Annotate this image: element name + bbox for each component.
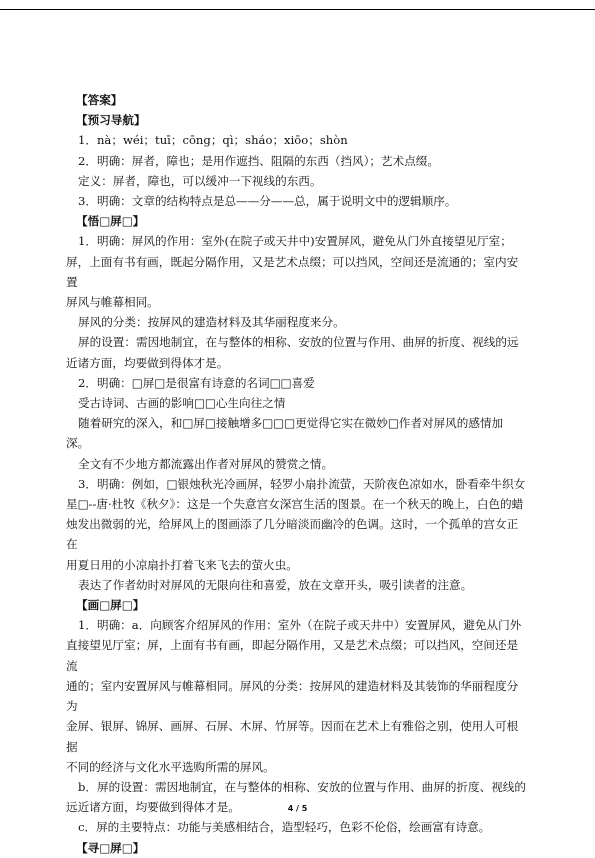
text-line: 不同的经济与文化水平选购所需的屏风。 <box>66 759 275 774</box>
text-line: 屏，上面有书有画，既起分隔作用，又是艺术点缀；可以挡风，空间还是流通的；室内安置 <box>66 254 519 289</box>
answer-content <box>66 90 526 858</box>
section-heading: 【预习导航】 <box>76 113 146 128</box>
text-line: 定义：屏者，障也，可以缓冲一下视线的东西。 <box>78 173 322 188</box>
text-line: 屏风的分类：按屏风的建造材料及其华丽程度来分。 <box>78 315 345 330</box>
text-line: 表达了作者幼时对屏风的无限向往和喜爱，放在文章开头，吸引读者的注意。 <box>78 577 473 592</box>
text-line: 3．明确：例如，□银烛秋光冷画屏，轻罗小扇扑流萤，天阶夜色凉如水，卧看牵牛织女 <box>78 476 526 491</box>
text-line: 受古诗词、古画的影响□□心生向往之情 <box>78 396 286 411</box>
text-line: 1．nà；wéi；tuī；cōng；qì；sháo；xiōo；shòn <box>78 133 348 148</box>
text-line: 屏风与帷幕相同。 <box>66 295 159 310</box>
text-line: 2．明确：□屏□是很富有诗意的名词□□喜爱 <box>78 375 315 390</box>
section-heading: 【画□屏□】 <box>76 598 145 613</box>
text-line: 直接望见厅室；屏，上面有书有画，即起分隔作用，又是艺术点缀；可以挡风，空间还是流 <box>66 638 519 673</box>
text-line: 3．明确：文章的结构特点是总——分——总，属于说明文中的逻辑顺序。 <box>78 194 457 209</box>
text-line: 全文有不少地方都流露出作者对屏风的赞赏之情。 <box>78 456 334 471</box>
text-line: 通的；室内安置屏风与帷幕相同。屏风的分类：按屏风的建造材料及其装饰的华丽程度分为 <box>66 678 519 714</box>
section-heading: 【悟□屏□】 <box>76 214 145 229</box>
text-line: c．屏的主要特点：功能与美感相结合，造型轻巧，色彩不伦俗，绘画富有诗意。 <box>78 820 491 835</box>
text-line: 星□--唐·杜牧《秋夕》：这是一个失意宫女深宫生活的图景。在一个秋天的晚上，白色的蜡 <box>66 497 524 512</box>
text-line: 近诸方面，均要做到得体才是。 <box>66 355 229 370</box>
header-rule <box>0 9 595 10</box>
text-line: 金屏、银屏、锦屏、画屏、石屏、木屏、竹屏等。因而在艺术上有雅俗之别，使用人可根据 <box>66 719 519 754</box>
page-number: 4 / 5 <box>287 804 308 813</box>
section-heading: 【答案】 <box>76 93 123 107</box>
text-line: 屏的设置：需因地制宜，在与整体的相称、安放的位置与作用、曲屏的折度、视线的远 <box>78 335 519 350</box>
text-line: 远近诸方面，均要做到得体才是。 <box>66 800 240 815</box>
text-line: b．屏的设置：需因地制宜，在与整体的相称、安放的位置与作用、曲屏的折度、视线的 <box>78 779 526 794</box>
text-line: 1．明确：屏风的作用：室外(在院子或天井中)安置屏风，避免从门外直接望见厅室； <box>78 234 512 249</box>
section-heading: 【寻□屏□】 <box>76 840 145 855</box>
text-line: 1．明确：a．向顾客介绍屏风的作用：室外（在院子或天井中）安置屏风，避免从门外 <box>78 618 522 633</box>
text-line: 用夏日用的小凉扇扑打着飞来飞去的萤火虫。 <box>66 557 298 572</box>
text-line: 烛发出微弱的光，给屏风上的图画添了几分暗淡而幽冷的色调。这时，一个孤单的宫女正在 <box>66 517 519 552</box>
text-line: 2．明确：屏者，障也；是用作遮挡、阻隔的东西（挡风）；艺术点缀。 <box>78 153 439 168</box>
text-line: 随着研究的深入，和□屏□接触增多□□□更觉得它实在微妙□作者对屏风的感情加深。 <box>66 416 504 451</box>
